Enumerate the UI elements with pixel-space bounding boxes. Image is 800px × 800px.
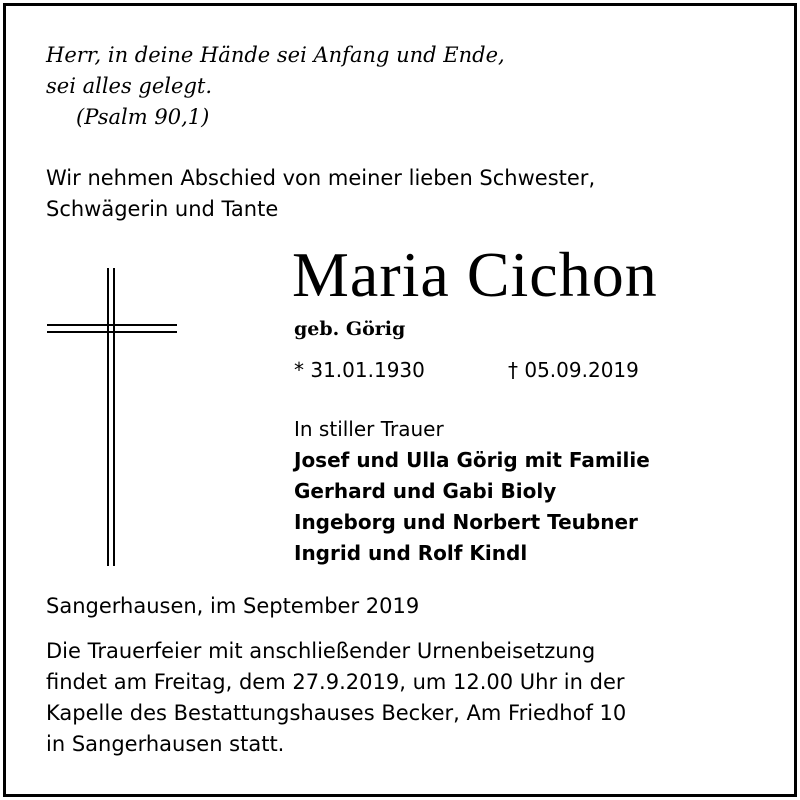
mourner-name: Ingrid und Rolf Kindl (294, 541, 528, 565)
death-date: † 05.09.2019 (508, 358, 639, 382)
mourner-name: Ingeborg und Norbert Teubner (294, 510, 638, 534)
service-line-3: Kapelle des Bestattungshauses Becker, Am Friedhof 10 (46, 701, 627, 725)
deceased-name: Maria Cichon (292, 239, 658, 310)
place-date: Sangerhausen, im September 2019 (46, 594, 420, 618)
intro-line-1: Wir nehmen Abschied von meiner lieben Schwester, (46, 166, 596, 190)
mourning-heading: In stiller Trauer (294, 417, 444, 441)
service-line-4: in Sangerhausen statt. (46, 732, 285, 756)
verse-source: (Psalm 90,1) (76, 105, 210, 129)
service-line-1: Die Trauerfeier mit anschließender Urnenbeisetzung (46, 639, 596, 663)
mourner-name: Josef und Ulla Görig mit Familie (294, 448, 650, 472)
birth-date: * 31.01.1930 (294, 358, 425, 382)
mourner-name: Gerhard und Gabi Bioly (294, 479, 557, 503)
verse-line-2: sei alles gelegt. (46, 74, 213, 98)
intro-line-2: Schwägerin und Tante (46, 197, 279, 221)
service-line-2: findet am Freitag, dem 27.9.2019, um 12.00 Uhr in der (46, 670, 625, 694)
verse-line-1: Herr, in deine Hände sei Anfang und Ende, (46, 43, 505, 67)
maiden-name: geb. Görig (294, 318, 406, 340)
